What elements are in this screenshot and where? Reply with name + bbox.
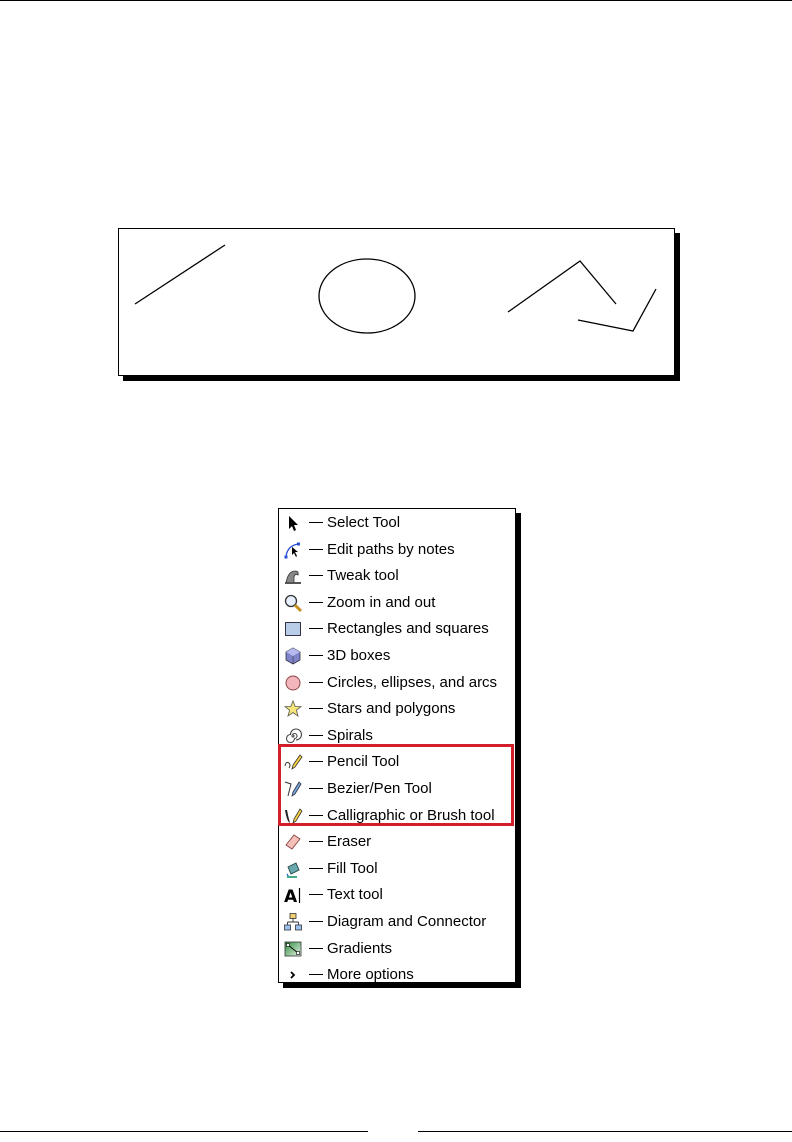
tool-label: Circles, ellipses, and arcs (327, 673, 498, 691)
leader-dash (309, 628, 323, 629)
leader-dash (309, 682, 323, 683)
pencil-icon[interactable] (283, 752, 303, 772)
zoom-icon[interactable] (283, 593, 303, 613)
leader-dash (309, 655, 323, 656)
corner-path-shape (578, 289, 656, 331)
tool-item-2[interactable] (279, 537, 515, 563)
leader-dash (309, 602, 323, 603)
rectangle-icon[interactable] (283, 619, 303, 639)
tool-label: Zoom in and out (327, 593, 436, 611)
tool-item-9[interactable] (279, 723, 515, 749)
tool-item-18[interactable] (279, 962, 515, 988)
leader-dash (309, 974, 323, 975)
drawing-canvas-figure (118, 228, 675, 376)
tool-label: Calligraphic or Brush tool (327, 806, 495, 824)
tool-label: Text tool (327, 886, 383, 904)
tool-label: Edit paths by notes (327, 540, 455, 558)
tool-item-11[interactable] (279, 776, 515, 802)
leader-dash (309, 868, 323, 869)
calligraphy-brush-icon[interactable] (283, 806, 303, 826)
tool-label: Select Tool (327, 514, 401, 531)
tool-label: Gradients (327, 939, 393, 957)
leader-dash (309, 735, 323, 736)
tool-label: Eraser (327, 833, 372, 851)
tool-item-14[interactable] (279, 856, 515, 882)
page-footer-rule-left (0, 1131, 368, 1132)
star-icon[interactable] (283, 699, 303, 719)
leader-dash (309, 788, 323, 789)
tool-label: 3D boxes (327, 647, 391, 664)
leader-dash (309, 575, 323, 576)
tool-item-13[interactable] (279, 829, 515, 855)
leader-dash (309, 522, 323, 523)
tool-label: Bezier/Pen Tool (327, 780, 432, 797)
tool-label: More options (327, 966, 414, 984)
tool-item-1[interactable] (279, 510, 515, 536)
leader-dash (309, 894, 323, 895)
tool-label: Rectangles and squares (327, 620, 489, 638)
select-arrow-icon[interactable] (283, 513, 303, 533)
spiral-icon[interactable] (283, 726, 303, 746)
tool-item-7[interactable] (279, 670, 515, 696)
tool-item-15[interactable] (279, 882, 515, 908)
3d-box-icon[interactable] (283, 646, 303, 666)
node-edit-icon[interactable] (283, 540, 303, 560)
leader-dash (309, 841, 323, 842)
tool-label: Spirals (327, 726, 373, 744)
page-header-rule (0, 0, 792, 1)
chevron-right-icon[interactable] (283, 965, 303, 985)
zigzag-path-shape (508, 261, 616, 312)
tool-item-4[interactable] (279, 590, 515, 616)
tool-item-10[interactable] (279, 749, 515, 775)
leader-dash (309, 549, 323, 550)
bezier-pen-icon[interactable] (283, 779, 303, 799)
leader-dash (309, 921, 323, 922)
leader-dash (309, 948, 323, 949)
tweak-icon[interactable] (283, 566, 303, 586)
leader-dash (309, 708, 323, 709)
tool-item-5[interactable] (279, 616, 515, 642)
eraser-icon[interactable] (283, 832, 303, 852)
tool-item-17[interactable] (279, 936, 515, 962)
connector-icon[interactable] (283, 912, 303, 932)
drawing-shapes (119, 229, 674, 375)
tool-label: Tweak tool (327, 567, 399, 585)
fill-bucket-icon[interactable] (283, 859, 303, 879)
tool-item-16[interactable] (279, 909, 515, 935)
circle-icon[interactable] (283, 673, 303, 693)
tool-item-6[interactable] (279, 643, 515, 669)
svg-text:A: A (284, 887, 298, 906)
tool-label: Pencil Tool (327, 753, 400, 771)
page-footer-rule-right (418, 1131, 792, 1132)
leader-dash (309, 815, 323, 816)
tool-label: Diagram and Connector (327, 913, 487, 930)
gradient-icon[interactable] (283, 939, 303, 959)
text-icon[interactable] (283, 885, 303, 905)
toolbox-panel (278, 508, 516, 983)
leader-dash (309, 761, 323, 762)
ellipse-shape (319, 259, 415, 333)
tool-item-8[interactable] (279, 696, 515, 722)
tool-label: Stars and polygons (327, 700, 456, 718)
tool-item-12[interactable] (279, 803, 515, 829)
tool-label: Fill Tool (327, 859, 378, 877)
tool-item-3[interactable] (279, 563, 515, 589)
straight-line-shape (135, 245, 225, 304)
